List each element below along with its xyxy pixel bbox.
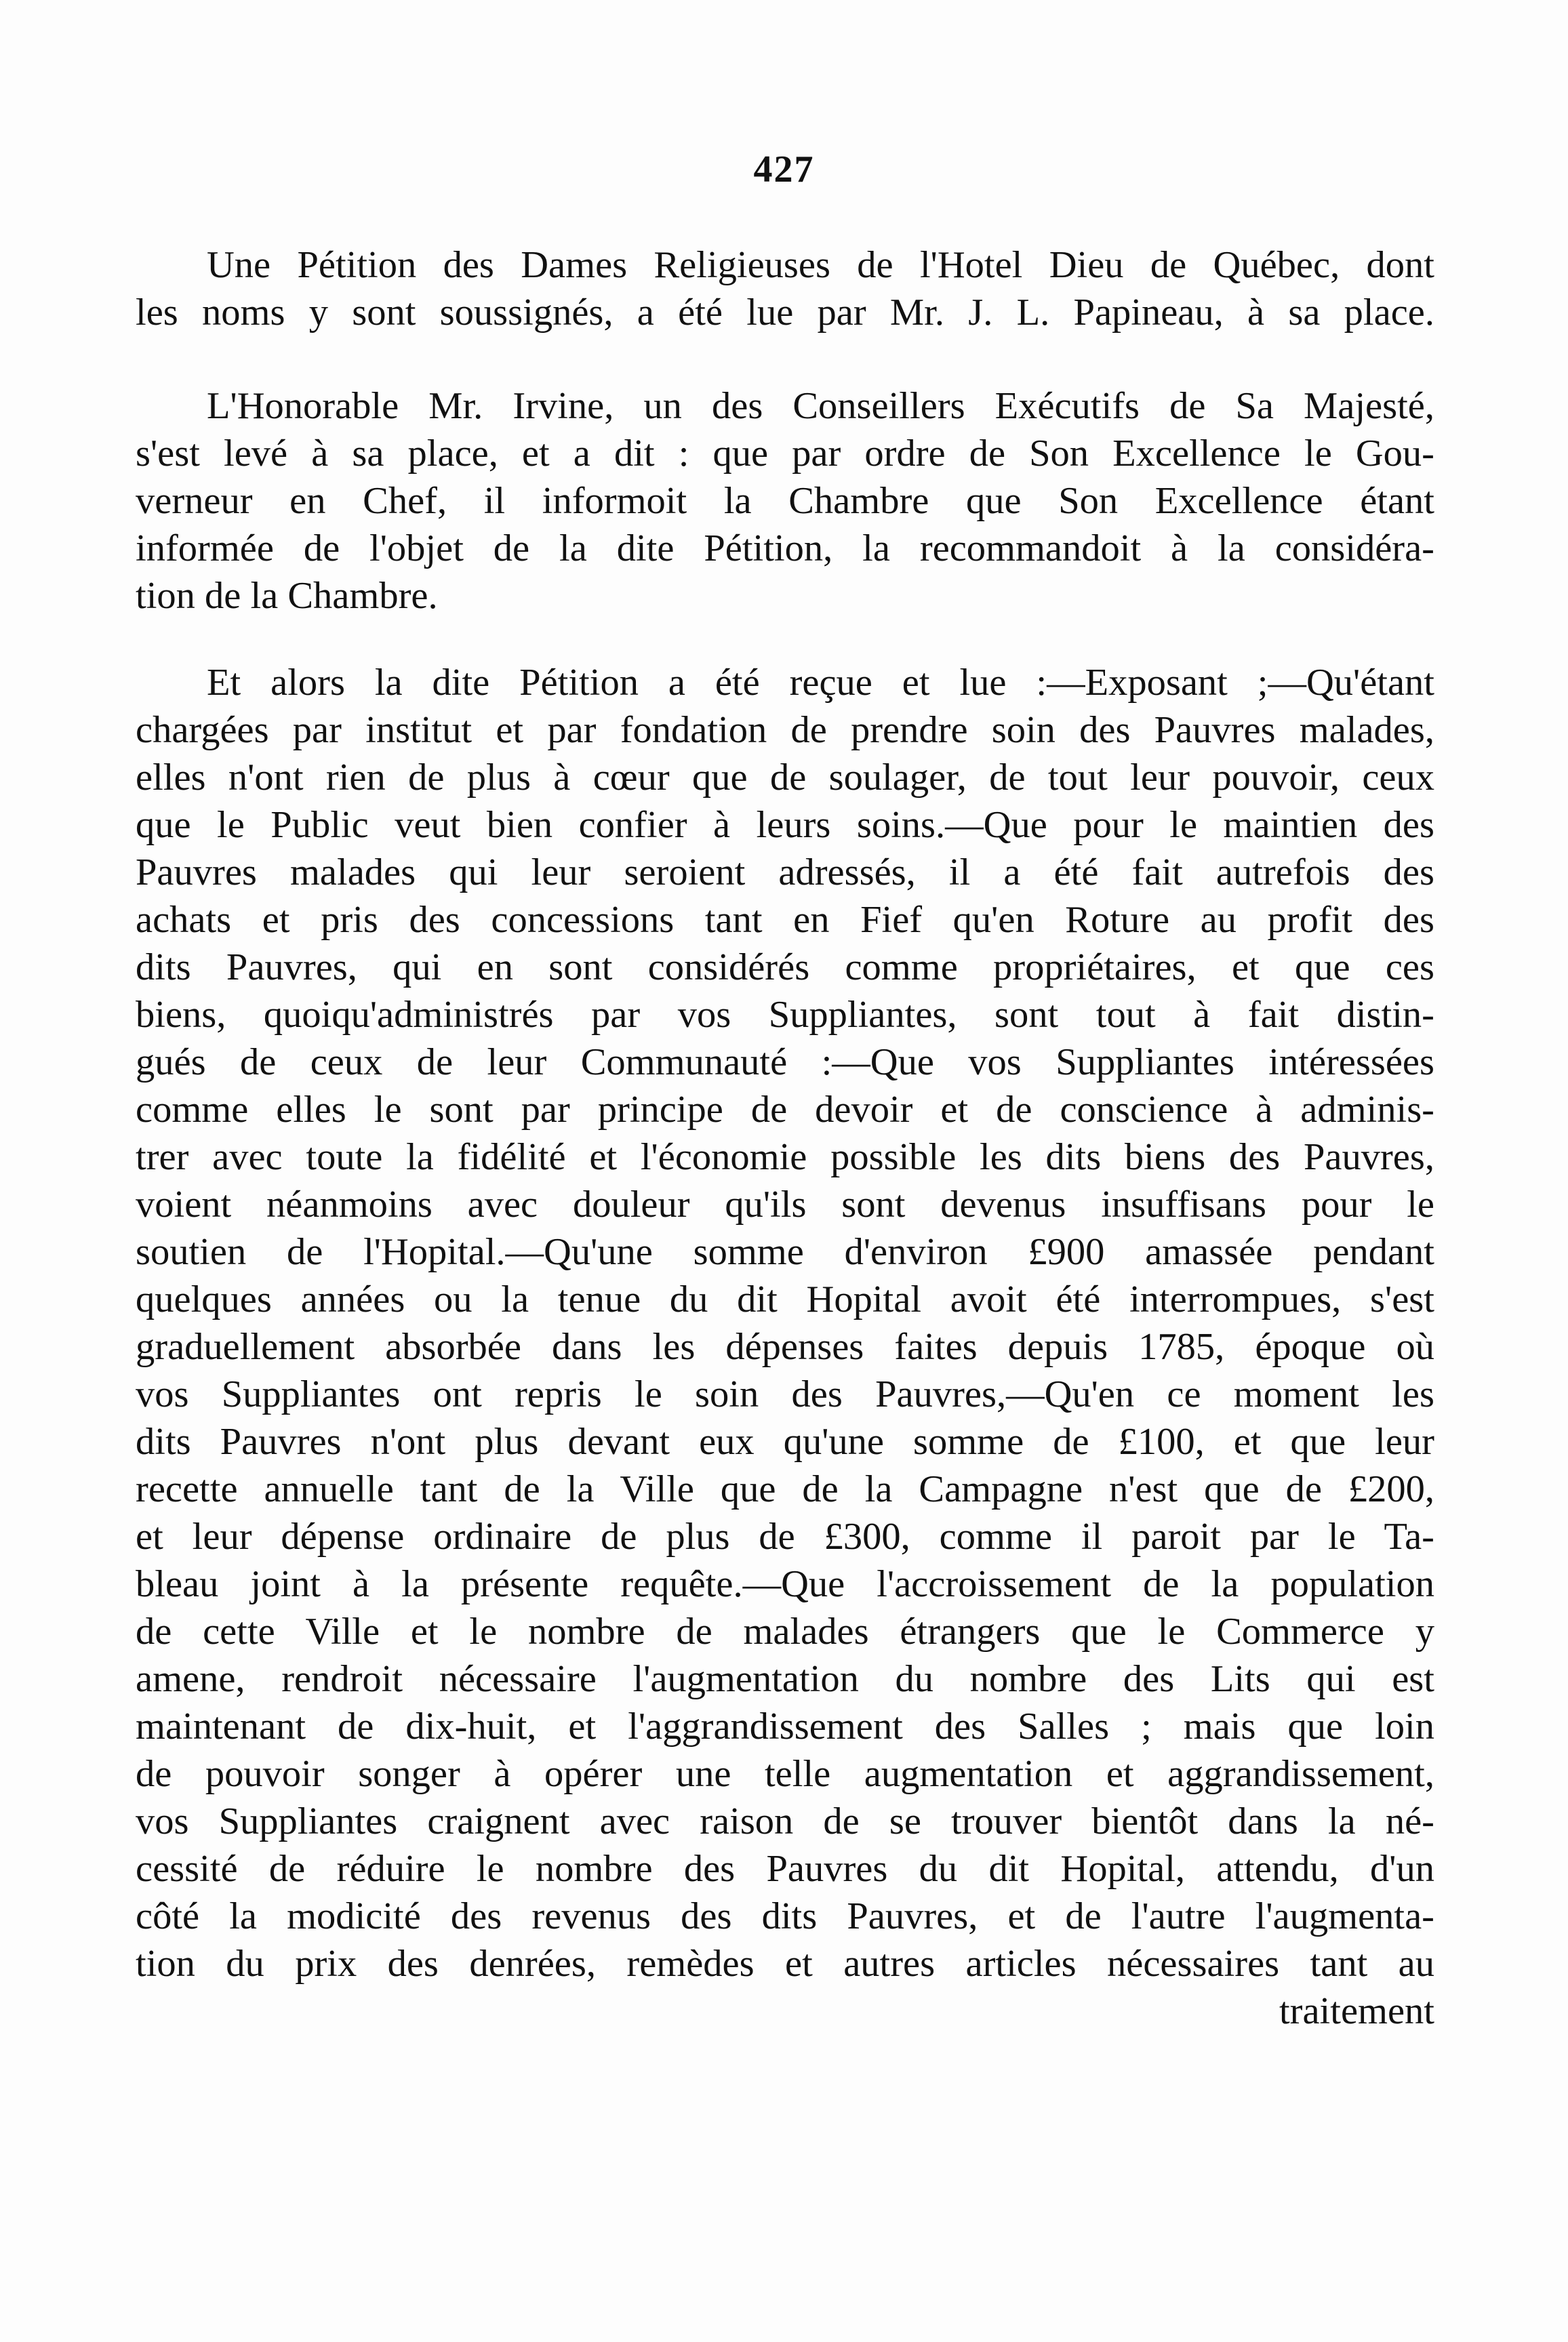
text-line: de cette Ville et le nombre de malades étrangers que le Commerce y: [136, 1611, 1434, 1653]
text-line: voient néanmoins avec douleur qu'ils sont devenus insuffisans pour le: [136, 1184, 1434, 1226]
text-line: vos Suppliantes ont repris le soin des Pauvres,—Qu'en ce moment les: [136, 1373, 1434, 1415]
text-line: amene, rendroit nécessaire l'augmentation du nombre des Lits qui est: [136, 1658, 1434, 1700]
text-line: les noms y sont soussignés, a été lue par Mr. J. L. Papineau, à sa place.: [136, 291, 1434, 334]
text-line: chargées par institut et par fondation de prendre soin des Pauvres malades,: [136, 709, 1434, 751]
text-line: vos Suppliantes craignent avec raison de se trouver bientôt dans la né-: [136, 1800, 1434, 1842]
text-line: comme elles le sont par principe de devoir et de conscience à adminis-: [136, 1089, 1434, 1131]
text-line: quelques années ou la tenue du dit Hopital avoit été interrompues, s'est: [136, 1278, 1434, 1320]
text-line: Une Pétition des Dames Religieuses de l'Hotel Dieu de Québec, dont: [207, 244, 1434, 286]
text-line: informée de l'objet de la dite Pétition, la recommandoit à la considéra-: [136, 527, 1434, 569]
text-line: maintenant de dix-huit, et l'aggrandissement des Salles ; mais que loin: [136, 1705, 1434, 1748]
text-line: s'est levé à sa place, et a dit : que par ordre de Son Excellence le Gou-: [136, 432, 1434, 475]
text-line: dits Pauvres n'ont plus devant eux qu'une somme de £100, et que leur: [136, 1421, 1434, 1463]
text-line: recette annuelle tant de la Ville que de la Campagne n'est que de £200,: [136, 1468, 1434, 1510]
text-line: cessité de réduire le nombre des Pauvres du dit Hopital, attendu, d'un: [136, 1848, 1434, 1890]
text-line: tion de la Chambre.: [136, 575, 438, 617]
text-line: biens, quoiqu'administrés par vos Suppliantes, sont tout à fait distin-: [136, 994, 1434, 1036]
text-line: L'Honorable Mr. Irvine, un des Conseillers Exécutifs de Sa Majesté,: [207, 385, 1434, 427]
paragraph-irvine-statement: [136, 382, 1434, 620]
paragraph-petition-body: [136, 659, 1434, 2035]
text-line: elles n'ont rien de plus à cœur que de soulager, de tout leur pouvoir, ceux: [136, 756, 1434, 799]
text-line: Pauvres malades qui leur seroient adressés, il a été fait autrefois des: [136, 851, 1434, 893]
text-line: tion du prix des denrées, remèdes et autres articles nécessaires tant au: [136, 1943, 1434, 1985]
text-line: gués de ceux de leur Communauté :—Que vos Suppliantes intéressées: [136, 1041, 1434, 1083]
text-line: verneur en Chef, il informoit la Chambre que Son Excellence étant: [136, 480, 1434, 522]
text-line: côté la modicité des revenus des dits Pauvres, et de l'autre l'augmenta-: [136, 1895, 1434, 1937]
text-line: et leur dépense ordinaire de plus de £300, comme il paroit par le Ta-: [136, 1516, 1434, 1558]
page-number: 427: [753, 148, 815, 190]
text-line: achats et pris des concessions tant en Fief qu'en Roture au profit des: [136, 899, 1434, 941]
text-line: trer avec toute la fidélité et l'économie possible les dits biens des Pauvres,: [136, 1136, 1434, 1178]
text-line: soutien de l'Hopital.—Qu'une somme d'environ £900 amassée pendant: [136, 1231, 1434, 1273]
text-line: que le Public veut bien confier à leurs soins.—Que pour le maintien des: [136, 804, 1434, 846]
catchword: traitement: [1279, 1990, 1434, 2032]
text-line: Et alors la dite Pétition a été reçue et lue :—Exposant ;—Qu'étant: [207, 662, 1434, 704]
text-line: dits Pauvres, qui en sont considérés comme propriétaires, et que ces: [136, 946, 1434, 988]
text-line: de pouvoir songer à opérer une telle augmentation et aggrandissement,: [136, 1753, 1434, 1795]
text-line: graduellement absorbée dans les dépenses faites depuis 1785, époque où: [136, 1326, 1434, 1368]
paragraph-petition-intro: [136, 241, 1434, 336]
text-line: bleau joint à la présente requête.—Que l'accroissement de la population: [136, 1563, 1434, 1605]
